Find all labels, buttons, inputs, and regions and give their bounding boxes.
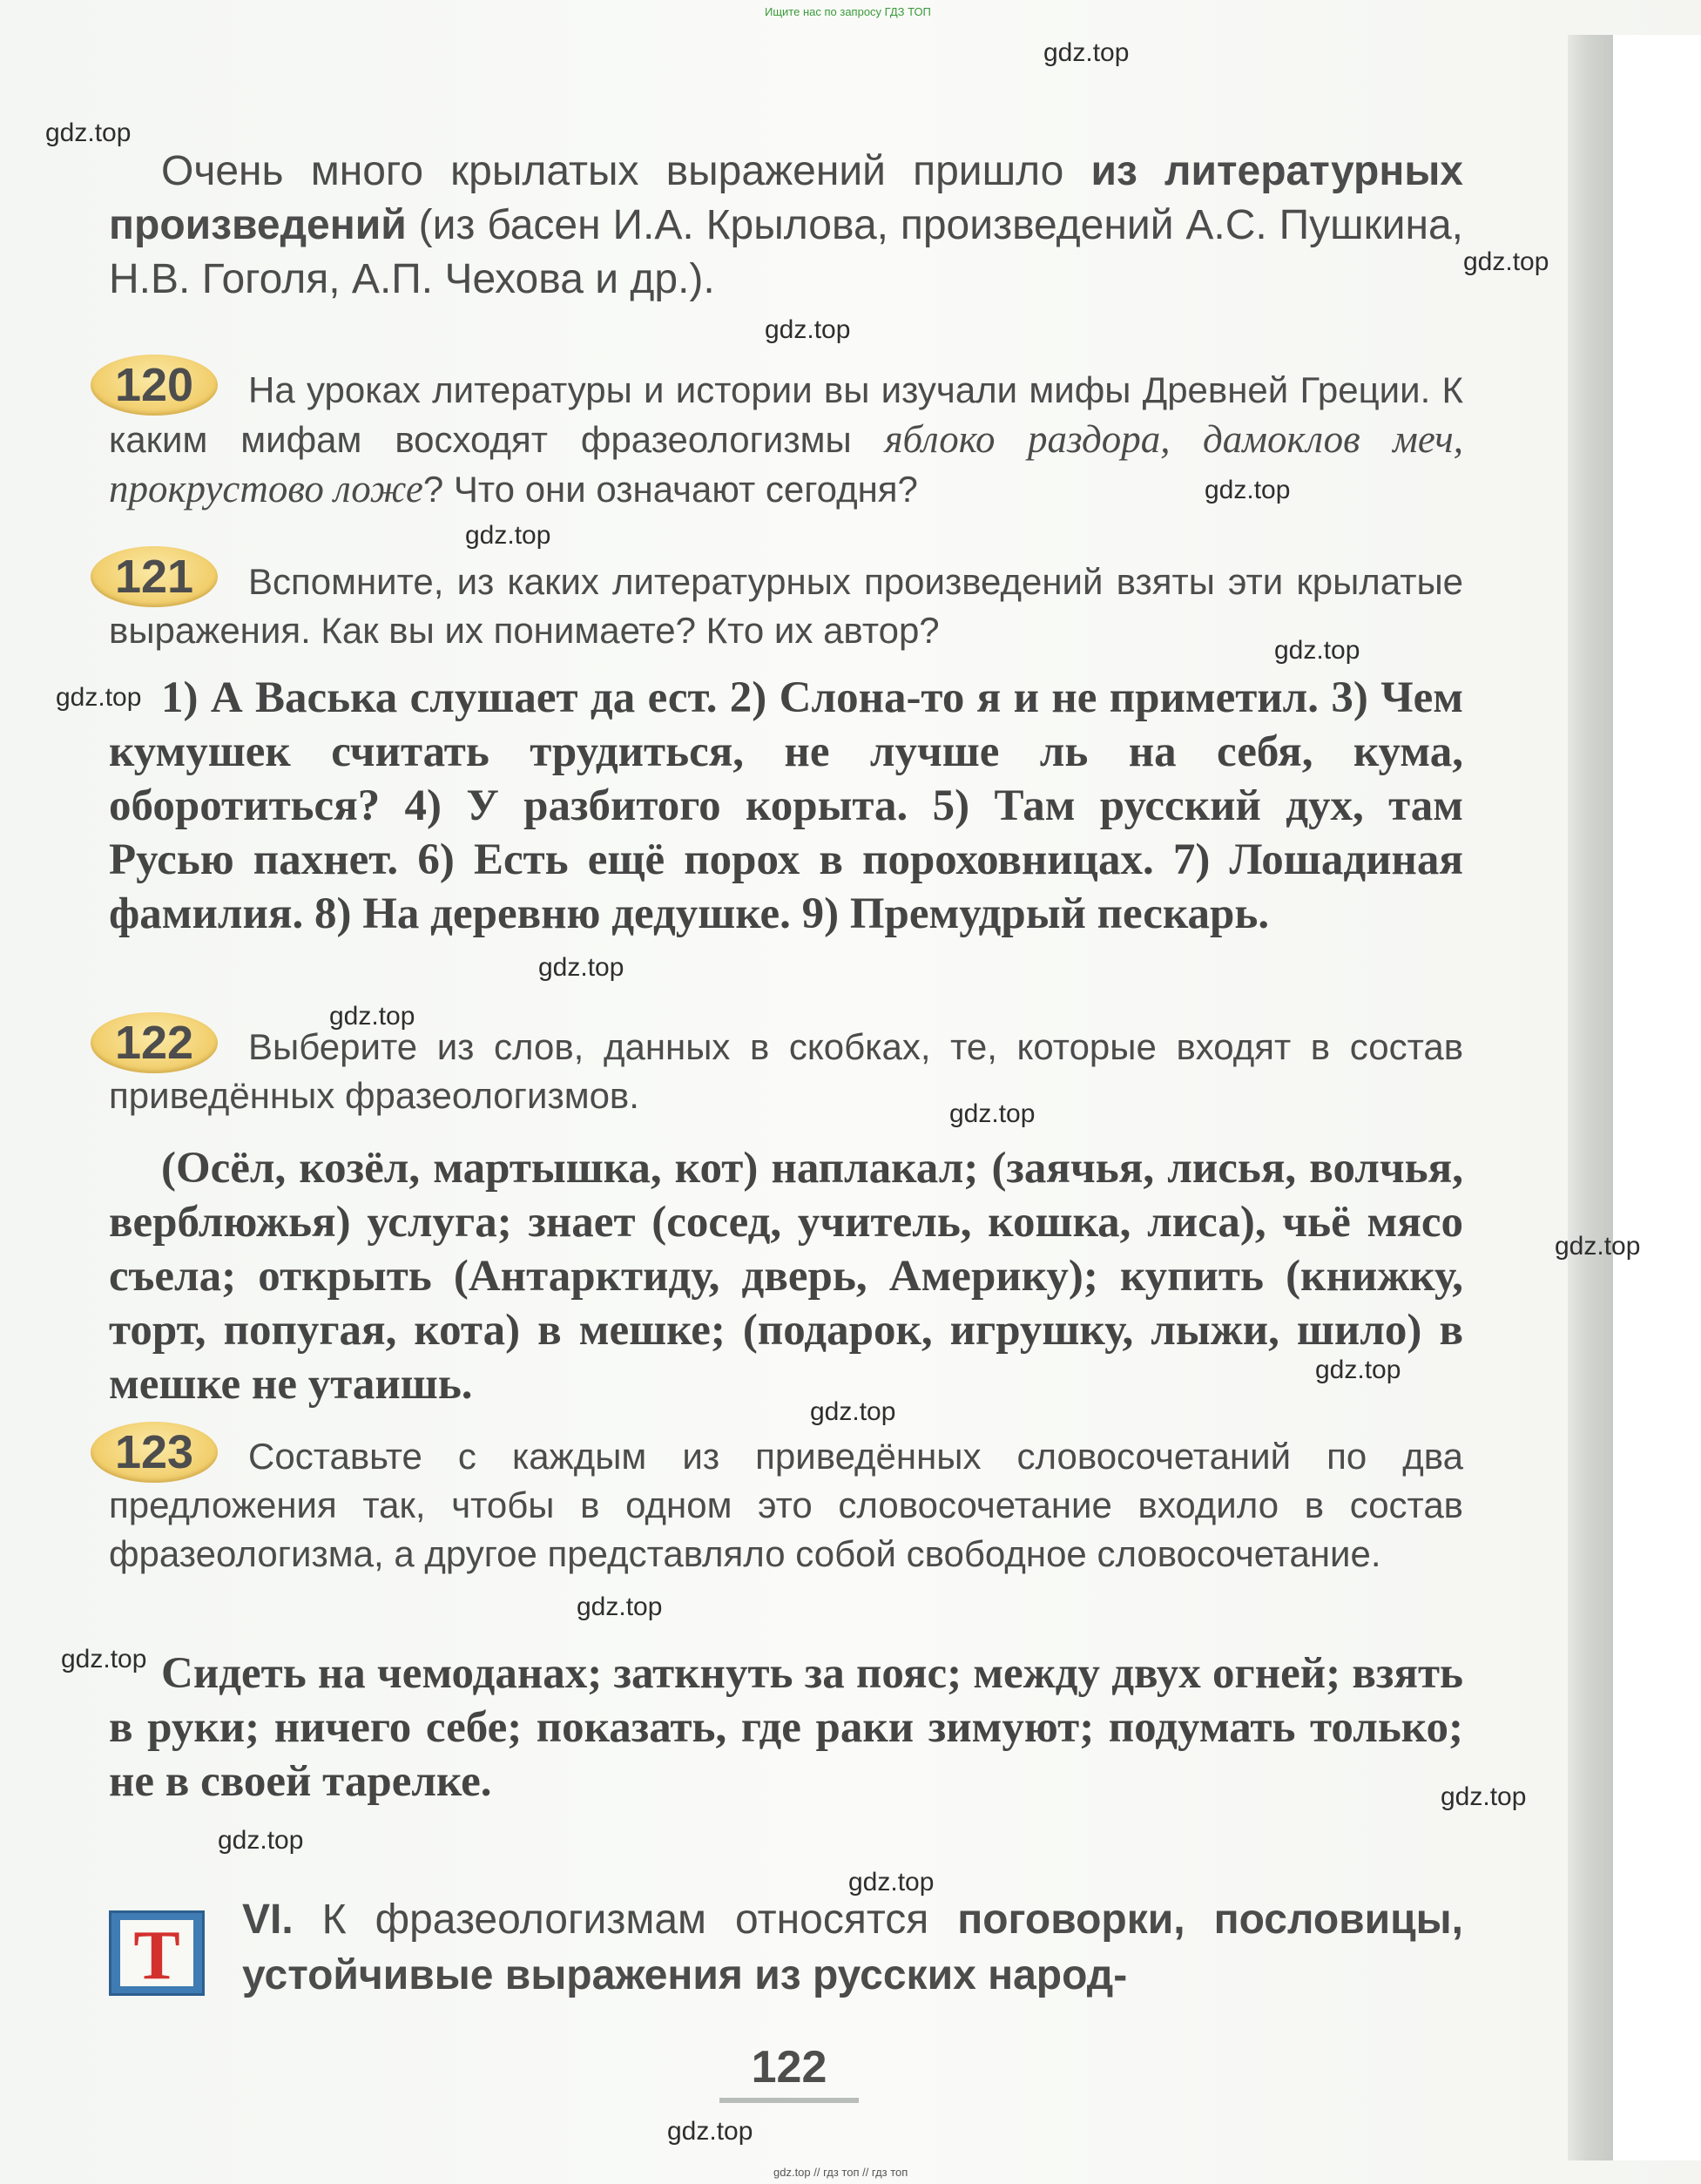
watermark: gdz.top [949,1099,1036,1128]
watermark: gdz.top [1274,636,1360,665]
task-number-badge: 122 [91,1012,218,1073]
header-note: Ищите нас по запросу ГДЗ ТОП [765,5,931,18]
watermark: gdz.top [1205,476,1291,504]
theory-icon [109,1910,205,1996]
watermark: gdz.top [45,118,132,147]
task-number-badge: 120 [91,355,218,416]
page-edge [1613,35,1701,2160]
watermark: gdz.top [577,1592,663,1621]
watermark: gdz.top [538,953,624,982]
watermark: gdz.top [1441,1782,1527,1811]
task-120-text: На уроках литературы и истории вы изучали мифы Древней Греции. К каким мифам восходят фразеологизмы яблоко раздора, дамоклов меч, прокрустово ложе? Что они означают сегодня? [109,369,1463,511]
task-121-examples: 1) А Васька слушает да ест. 2) Слона-то я и не приметил. 3) Чем кумушек считать трудиться, не лучше ль на себя, кума, оборотиться? 4) У разбитого корыта. 5) Там русский дух, там Русью пахнет. 6) Есть ещё порох в пороховницах. 7) Лошадиная фамилия. 8) На деревню дедушке. 9) Премудрый пескарь. [109,673,1463,938]
page-number: 122 [751,2042,827,2093]
footer-note: gdz.top // гдз топ // гдз топ [773,2166,908,2179]
watermark: gdz.top [218,1826,304,1855]
book-spine-shadow [1568,35,1613,2160]
watermark: gdz.top [329,1002,415,1031]
watermark: gdz.top [1315,1356,1401,1384]
watermark: gdz.top [1555,1232,1641,1261]
watermark: gdz.top [765,315,851,344]
task-122-examples: (Осёл, козёл, мартышка, кот) наплакал; (заячья, лисья, волчья, верблюжья) услуга; знает (сосед, учитель, кошка, лиса), чьё мясо съела; открыть (Антарктиду, дверь, Америку); купить (книжку, торт, попугая, кота) в мешке; (подарок, игрушку, лыжи, шило) в мешке не утаишь. [109,1144,1463,1409]
watermark: gdz.top [61,1645,147,1673]
theory-text: VI. К фразеологизмам относятся поговорки, пословицы, устойчивые выражения из русских народ- [242,1897,1463,1998]
page-number-underline [719,2098,859,2103]
watermark: gdz.top [1043,38,1130,67]
task-122-text: Выберите из слов, данных в скобках, те, которые входят в состав приведённых фразеологизмов. [109,1026,1463,1116]
intro-paragraph: Очень много крылатых выражений пришло из литературных произведений (из басен И.А. Крылова, произведений А.С. Пушкина, Н.В. Гоголя, А.П. Чехова и др.). [109,148,1464,302]
task-123-text: Составьте с каждым из приведённых словосочетаний по два предложения так, чтобы в одном это словосочетание входило в состав фразеологизма, а другое представляло собой свободное словосочетание. [109,1436,1463,1574]
watermark: gdz.top [667,2117,753,2146]
theory-letter: Т [120,1920,193,1986]
task-number-badge: 123 [91,1422,218,1483]
watermark: gdz.top [465,521,551,550]
watermark: gdz.top [56,683,142,712]
task-123-examples: Сидеть на чемоданах; заткнуть за пояс; между двух огней; взять в руки; ничего себе; показать, где раки зимуют; подумать только; не в своей тарелке. [109,1649,1463,1806]
watermark: gdz.top [848,1868,935,1897]
task-121-text: Вспомните, из каких литературных произведений взяты эти крылатые выражения. Как вы их понимаете? Кто их автор? [109,561,1463,651]
task-number-badge: 121 [91,546,218,607]
watermark: gdz.top [1463,247,1549,276]
watermark: gdz.top [810,1397,896,1426]
